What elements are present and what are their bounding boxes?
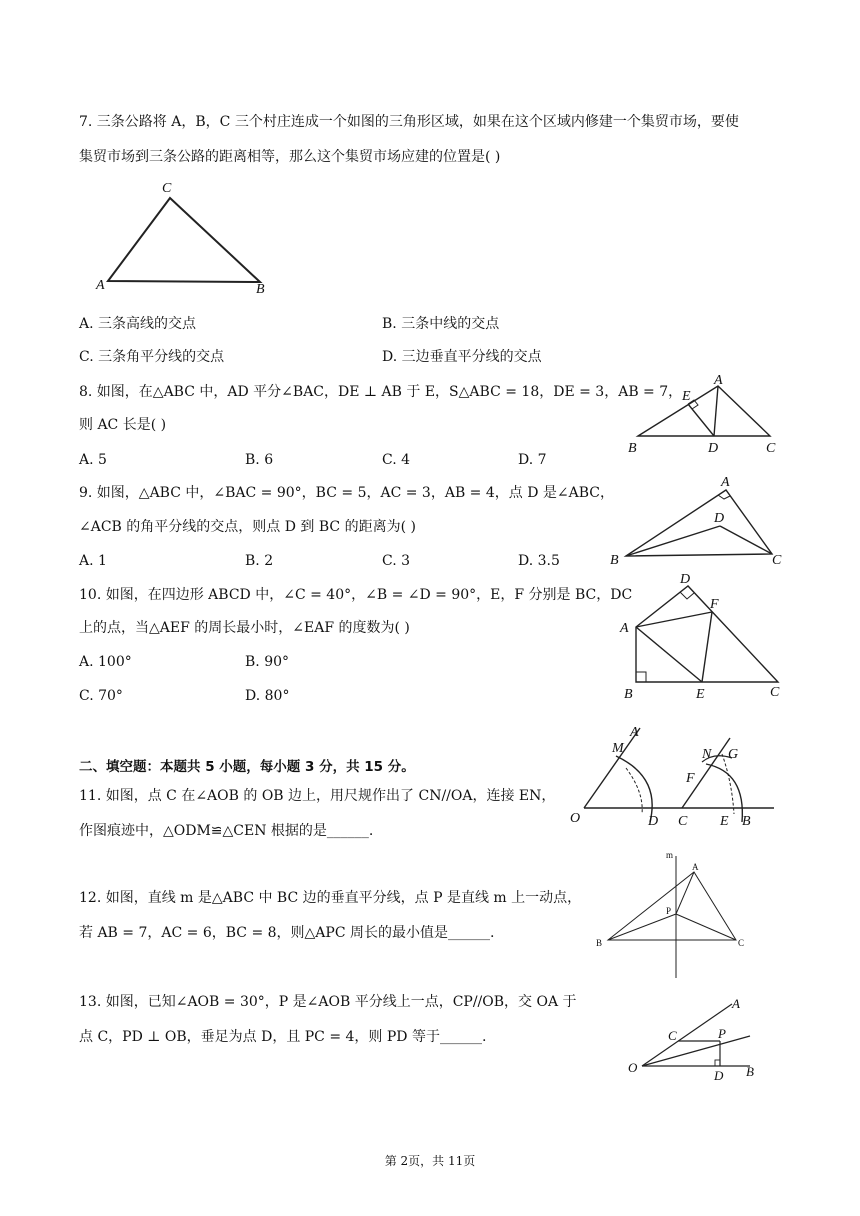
q11-label-b: B <box>742 814 751 829</box>
q9-label-a: A <box>721 475 730 490</box>
q7-option-c[interactable]: C. 三条角平分线的交点 <box>79 349 225 365</box>
q7-triangle-figure <box>92 176 282 301</box>
q7-stem-line1: 7. 三条公路将 A，B，C 三个村庄连成一个如图的三角形区域，如果在这个区域内修建一个集贸市场，要使 <box>79 114 739 130</box>
q8-label-d: D <box>708 441 719 456</box>
q10-label-d: D <box>680 572 691 587</box>
q8-label-e: E <box>682 389 691 404</box>
q12-label-b: B <box>596 938 603 948</box>
q7-option-b[interactable]: B. 三条中线的交点 <box>382 316 500 332</box>
q12-perpendicular-bisector-figure <box>590 848 760 988</box>
q10-label-c: C <box>770 685 780 700</box>
q9-stem-line2: ∠ACB 的角平分线的交点，则点 D 到 BC 的距离为( ) <box>79 519 416 535</box>
q11-construction-figure <box>566 722 786 832</box>
q13-label-d: D <box>714 1068 724 1083</box>
q11-label-e: E <box>720 814 729 829</box>
q9-stem-line1: 9. 如图，△ABC 中，∠BAC = 90°，BC = 5，AC = 3，AB = 4，点 D 是∠ABC， <box>79 485 615 501</box>
q13-label-o: O <box>628 1060 638 1075</box>
q8-option-a[interactable]: A. 5 <box>79 452 107 468</box>
q12-stem-line2: 若 AB = 7，AC = 6，BC = 8，则△APC 周长的最小值是______. <box>79 925 495 941</box>
q10-label-a: A <box>620 621 629 636</box>
q8-stem-line1: 8. 如图，在△ABC 中，AD 平分∠BAC，DE ⊥ AB 于 E，S△ABC = 18，DE = 3，AB = 7， <box>79 384 683 400</box>
q7-label-c: C <box>162 181 172 196</box>
q10-stem-line2: 上的点，当△AEF 的周长最小时，∠EAF 的度数为( ) <box>79 620 410 636</box>
q9-label-b: B <box>610 553 619 568</box>
section-heading-fill-in: 二、填空题：本题共 5 小题，每小题 3 分，共 15 分。 <box>79 759 415 775</box>
q8-option-b[interactable]: B. 6 <box>245 452 274 468</box>
q13-label-a: A <box>732 996 740 1011</box>
q7-option-a[interactable]: A. 三条高线的交点 <box>79 316 197 332</box>
q10-option-c[interactable]: C. 70° <box>79 688 123 704</box>
q8-label-a: A <box>714 373 723 388</box>
q9-label-d: D <box>714 511 725 526</box>
q10-label-b: B <box>624 687 633 702</box>
q12-label-c: C <box>738 938 745 948</box>
page-footer: 第 2页，共 11页 <box>384 1154 476 1168</box>
q11-label-n: N <box>702 747 712 762</box>
q10-option-b[interactable]: B. 90° <box>245 654 290 670</box>
q11-label-c: C <box>678 814 688 829</box>
q11-label-f: F <box>686 771 695 786</box>
q9-option-a[interactable]: A. 1 <box>79 553 107 569</box>
q12-label-m: m <box>666 850 674 860</box>
q7-option-d[interactable]: D. 三边垂直平分线的交点 <box>382 349 542 365</box>
q9-option-d[interactable]: D. 3.5 <box>518 553 560 569</box>
q9-triangle-figure <box>600 470 790 570</box>
q11-label-m: M <box>612 741 624 756</box>
q7-stem-line2: 集贸市场到三条公路的距离相等，那么这个集贸市场应建的位置是( ) <box>79 149 501 165</box>
q10-option-a[interactable]: A. 100° <box>79 654 132 670</box>
q8-option-c[interactable]: C. 4 <box>382 452 411 468</box>
q11-stem-line2: 作图痕迹中，△ODM≌△CEN 根据的是______. <box>79 823 374 839</box>
q12-label-a: A <box>692 862 699 872</box>
q10-quadrilateral-figure <box>610 570 790 705</box>
q9-option-c[interactable]: C. 3 <box>382 553 411 569</box>
q10-option-d[interactable]: D. 80° <box>245 688 290 704</box>
q8-option-d[interactable]: D. 7 <box>518 452 547 468</box>
q10-stem-line1: 10. 如图，在四边形 ABCD 中，∠C = 40°，∠B = ∠D = 90°，E，F 分别是 BC，DC <box>79 587 633 603</box>
q9-label-c: C <box>772 553 782 568</box>
q10-label-f: F <box>710 597 719 612</box>
q7-label-a: A <box>96 278 105 293</box>
q13-label-p: P <box>718 1026 726 1041</box>
q12-stem-line1: 12. 如图，直线 m 是△ABC 中 BC 边的垂直平分线，点 P 是直线 m 上一动点， <box>79 890 582 906</box>
q11-label-a: A <box>630 725 639 740</box>
q8-label-c: C <box>766 441 776 456</box>
q13-label-b: B <box>746 1064 754 1079</box>
q13-stem-line1: 13. 如图，已知∠AOB = 30°，P 是∠AOB 平分线上一点，CP//OB，交 OA 于 <box>79 994 577 1010</box>
q10-label-e: E <box>696 687 705 702</box>
q13-angle-bisector-figure <box>624 994 774 1084</box>
q8-label-b: B <box>628 441 637 456</box>
q8-triangle-figure <box>620 370 790 460</box>
q11-label-d: D <box>648 814 659 829</box>
q9-option-b[interactable]: B. 2 <box>245 553 274 569</box>
q12-label-p: P <box>666 906 672 916</box>
q11-label-o: O <box>570 811 581 826</box>
q13-label-c: C <box>668 1028 677 1043</box>
q7-label-b: B <box>256 282 265 297</box>
q11-stem-line1: 11. 如图，点 C 在∠AOB 的 OB 边上，用尺规作出了 CN//OA，连接 EN， <box>79 788 556 804</box>
q11-label-g: G <box>728 747 739 762</box>
q13-stem-line2: 点 C，PD ⊥ OB，垂足为点 D，且 PC = 4，则 PD 等于______. <box>79 1029 487 1045</box>
q8-stem-line2: 则 AC 长是( ) <box>79 417 167 433</box>
